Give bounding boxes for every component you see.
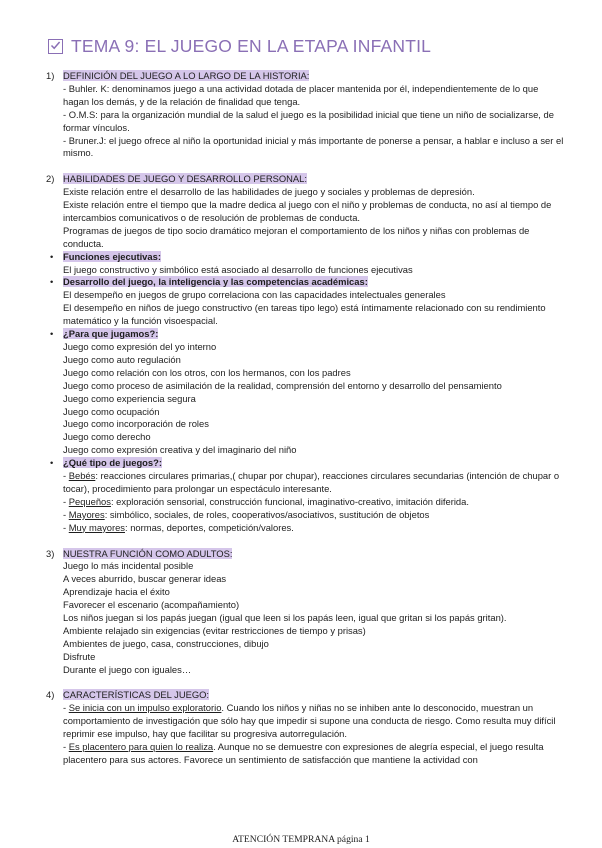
bullet-heading: Funciones ejecutivas: — [63, 250, 161, 262]
list-item: - Pequeños: exploración sensorial, construcción funcional, imaginativo-creativo, imitación diferida. — [63, 495, 469, 507]
list-item: Juego como proceso de asimilación de la realidad, comprensión del entorno y desarrollo del pensamiento — [63, 379, 502, 391]
bullet-heading: ¿Para que jugamos?: — [63, 328, 159, 340]
paragraph: El desempeño en niños de juego constructivo (en tareas tipo lego) está íntimamente relacionado con su rendimiento matemático y la función visoespacial. — [63, 302, 546, 327]
list-item: Juego como expresión del yo interno — [63, 341, 217, 353]
list-item: Durante el juego con iguales… — [63, 663, 192, 675]
list-item: A veces aburrido, buscar generar ideas — [63, 573, 227, 585]
paragraph: - Bruner.J: el juego ofrece al niño la oportunidad inicial y más importante de ponerse a pensar, a hablar e incluso a ser el mismo. — [63, 134, 564, 159]
list-item: Juego como incorporación de roles — [63, 418, 209, 430]
bullet-heading: Desarrollo del juego, la inteligencia y las competencias académicas: — [63, 276, 368, 288]
paragraph: Existe relación entre el desarrollo de las habilidades de juego y sociales y problemas de depresión. — [63, 186, 475, 198]
bullet-icon: • — [50, 457, 54, 469]
section-heading: HABILIDADES DE JUEGO Y DESARROLLO PERSONAL: — [63, 173, 308, 185]
checkbox-icon[interactable] — [48, 39, 63, 54]
bullet-heading: ¿Qué tipo de juegos?: — [63, 457, 162, 469]
list-item: Ambientes de juego, casa, construcciones, dibujo — [63, 637, 269, 649]
section-number: 1) — [46, 70, 55, 81]
list-item: Juego lo más incidental posible — [63, 560, 194, 572]
section-2 — [46, 173, 566, 250]
paragraph: El desempeño en juegos de grupo correlaciona con las capacidades intelectuales generales — [63, 289, 446, 301]
paragraph: - Buhler. K: denominamos juego a una actividad dotada de placer mantenida por él, independientemente de lo que hagan los demás, y de la relación de finalidad que tenga. — [63, 82, 539, 107]
list-item: - Muy mayores: normas, deportes, competición/valores. — [63, 521, 294, 533]
section-3 — [46, 548, 566, 677]
page-footer: ATENCIÓN TEMPRANA página 1 — [232, 834, 370, 845]
list-item: - Bebés: reacciones circulares primarias,( chupar por chupar), reacciones circulares secundarias (intención de chupar o tocar), procedimiento para prolongar un espectáculo interesante. — [63, 470, 560, 494]
bullet-icon: • — [50, 276, 54, 288]
bullet-item — [46, 251, 566, 277]
section-heading: DEFINICIÓN DEL JUEGO A LO LARGO DE LA HISTORIA: — [63, 70, 310, 81]
section-heading: CARACTERÍSTICAS DEL JUEGO: — [63, 689, 210, 701]
document-body — [46, 70, 566, 767]
list-item: - Mayores: simbólico, sociales, de roles, cooperativos/asociativos, sustitución de objetos — [63, 508, 430, 520]
section-number: 2) — [46, 173, 55, 185]
paragraph: Programas de juegos de tipo socio dramático mejoran el comportamiento de los niños y niñas con problemas de conducta. — [63, 224, 530, 249]
section-1 — [46, 70, 566, 160]
paragraph: - O.M.S: para la organización mundial de la salud el juego es la posibilidad inicial que tiene un niño de socializarse, de formar vínculos. — [63, 108, 554, 133]
paragraph: Existe relación entre el tiempo que la madre dedica al juego con el niño y problemas de conducta, no así al tiempo de intercambios comunicativos o de resolución de problemas de conducta. — [63, 199, 552, 223]
list-item: - Se inicia con un impulso exploratorio. Cuando los niños y niñas no se inhiben ante lo desconocido, muestran un comportamiento de investigación que sólo hay que impedir si supone una conducta de riesgo. Como resulta muy difícil reprimir ese impulso, hay que facilitar su progresiva autorregulación. — [63, 702, 556, 740]
list-item: Favorecer el escenario (acompañamiento) — [63, 599, 240, 611]
list-item: Ambiente relajado sin exigencias (evitar restricciones de tiempo y prisas) — [63, 624, 366, 636]
list-item: Juego como experiencia segura — [63, 392, 196, 404]
bullet-icon: • — [50, 250, 54, 262]
page-title: TEMA 9: EL JUEGO EN LA ETAPA INFANTIL — [71, 36, 432, 56]
list-item: Juego como derecho — [63, 431, 151, 443]
section-number: 3) — [46, 547, 55, 559]
paragraph: El juego constructivo y simbólico está asociado al desarrollo de funciones ejecutivas — [63, 263, 413, 275]
bullet-icon: • — [50, 328, 54, 340]
bullet-item — [46, 276, 566, 328]
section-4 — [46, 689, 566, 766]
list-item: Juego como relación con los otros, con los hermanos, con los padres — [63, 366, 351, 378]
section-heading: NUESTRA FUNCIÓN COMO ADULTOS: — [63, 547, 233, 559]
list-item: Aprendizaje hacia el éxito — [63, 586, 170, 598]
list-item: Juego como ocupación — [63, 405, 160, 417]
list-item: Juego como auto regulación — [63, 353, 181, 365]
title-row — [48, 36, 431, 57]
list-item: Los niños juegan si los papás juegan (igual que leen si los papás leen, igual que gritan si los papás gritan). — [63, 612, 507, 624]
list-item: Juego como expresión creativa y del imaginario del niño — [63, 444, 297, 456]
bullet-item — [46, 457, 566, 534]
list-item: Disfrute — [63, 650, 96, 662]
bullet-item — [46, 328, 566, 457]
section-number: 4) — [46, 689, 55, 701]
list-item: - Es placentero para quien lo realiza. Aunque no se demuestre con expresiones de alegría especial, el juego resulta placentero para sus actores. Favorece un sentimiento de satisfacción que mantiene la actividad con — [63, 741, 544, 765]
